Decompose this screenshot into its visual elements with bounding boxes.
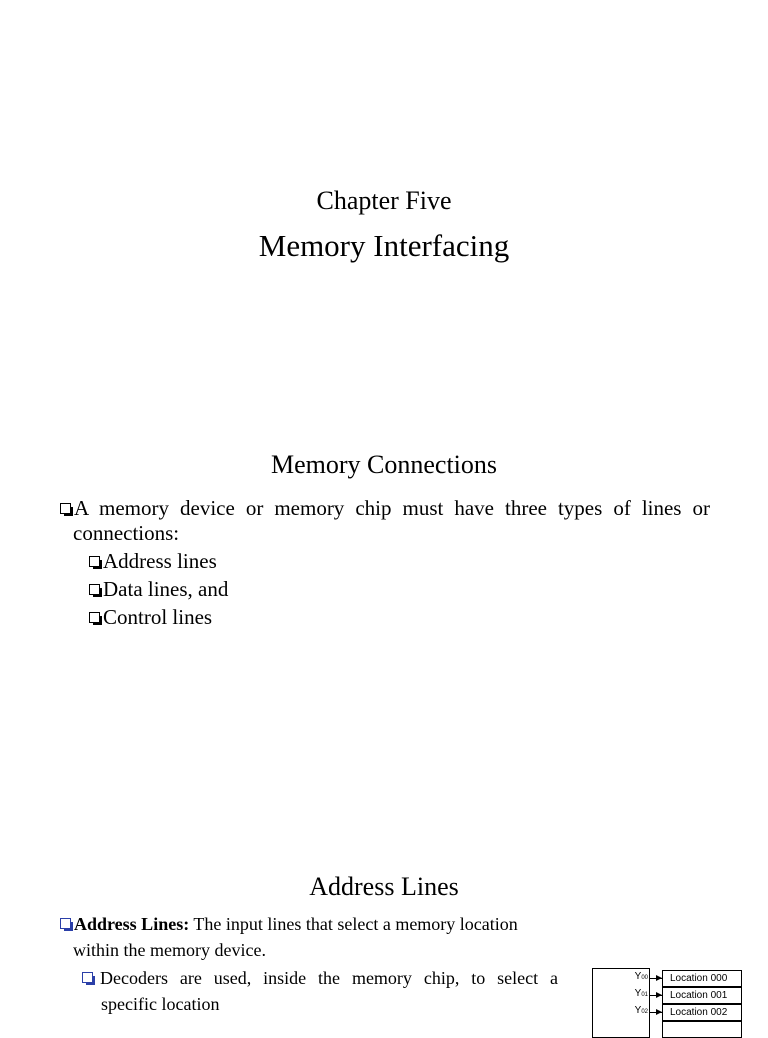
decoder-sub-bullet: Decoders are used, inside the memory chip, to select a bbox=[82, 966, 558, 990]
list-item: Data lines, and bbox=[89, 576, 228, 602]
list-item: Control lines bbox=[89, 604, 212, 630]
chapter-title: Chapter Five bbox=[316, 186, 452, 215]
checkbox-bullet-icon bbox=[60, 918, 71, 929]
decoder-output-label: Y01 bbox=[634, 988, 648, 999]
decoder-output-label: Y00 bbox=[634, 971, 648, 982]
memory-location-box: Location 000 bbox=[662, 970, 742, 987]
intro-line-1: A memory device or memory chip must have three types of lines or bbox=[60, 495, 710, 521]
checkbox-bullet-icon bbox=[89, 584, 100, 595]
address-lines-definition-line-2: within the memory device. bbox=[73, 940, 266, 960]
checkbox-bullet-icon bbox=[89, 556, 100, 567]
checkbox-bullet-icon bbox=[82, 972, 93, 983]
checkbox-bullet-icon bbox=[60, 503, 71, 514]
list-item: Address lines bbox=[89, 548, 217, 574]
memory-location-box: Location 001 bbox=[662, 987, 742, 1004]
memory-connections-intro bbox=[60, 495, 710, 521]
memory-location-box: Location 002 bbox=[662, 1004, 742, 1021]
chapter-subtitle: Memory Interfacing bbox=[258, 228, 510, 263]
memory-connections-heading: Memory Connections bbox=[270, 450, 498, 479]
address-lines-definition: Address Lines: The input lines that select a memory location bbox=[60, 912, 518, 936]
decoder-output-label: Y02 bbox=[634, 1005, 648, 1016]
address-lines-heading: Address Lines bbox=[309, 872, 459, 901]
intro-line-2: connections: bbox=[73, 521, 180, 545]
decoder-sub-bullet-line-2: specific location bbox=[101, 994, 220, 1014]
checkbox-bullet-icon bbox=[89, 612, 100, 623]
